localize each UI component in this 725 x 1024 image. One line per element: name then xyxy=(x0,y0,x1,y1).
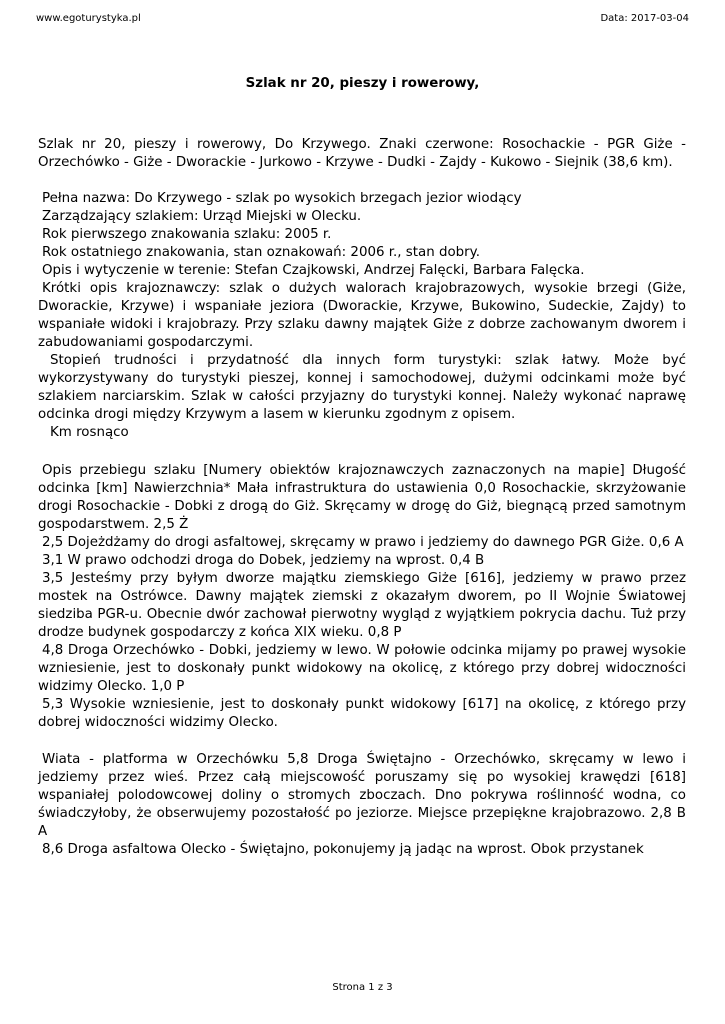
info-line: Rok ostatniego znakowania, stan oznakowań: 2006 r., stan dobry. xyxy=(42,245,480,260)
route-list xyxy=(38,462,686,732)
page-number: Strona 1 z 3 xyxy=(332,982,393,993)
route-entry: 2,5 Dojeżdżamy do drogi asfaltowej, skręcamy w prawo i jedziemy do dawnego PGR Giże. 0,6 A xyxy=(42,535,684,550)
route-entry: Opis przebiegu szlaku [Numery obiektów krajoznawczych zaznaczonych na mapie] Długość odcinka [km] Nawierzchnia* Mała infrastruktura do ustawienia 0,0 Rosochackie, skrzyżowanie drogi Rosochackie - Dobki z drogą do Giż. Skręcamy w drogę do Giż, biegnącą przed samotnym gospodarstwem. 2,5 Ż xyxy=(38,463,686,532)
route-list-continued xyxy=(38,751,686,859)
route-entry: 8,6 Droga asfaltowa Olecko - Świętajno, pokonujemy ją jadąc na wprost. Obok przystanek xyxy=(42,842,644,857)
info-line: Zarządzający szlakiem: Urząd Miejski w Olecku. xyxy=(42,209,362,224)
route-entry: Wiata - platforma w Orzechówku 5,8 Droga Świętajno - Orzechówko, skręcamy w lewo i jedziemy przez wieś. Przez całą miejscowość poruszamy się po wysokiej krawędzi [618] wspaniałej polodowcowej doliny o stromych zboczach. Dno pokrywa roślinność wodna, co świadczyłoby, że obserwujemy pozostałość po jeziorze. Miejsce przepiękne krajobrazowo. 2,8 B A xyxy=(38,752,686,839)
info-line: Rok pierwszego znakowania szlaku: 2005 r. xyxy=(42,227,332,242)
site-url: www.egoturystyka.pl xyxy=(36,13,141,24)
page-title: Szlak nr 20, pieszy i rowerowy, xyxy=(245,76,480,91)
km-heading: Km rosnąco xyxy=(50,425,129,440)
route-entry: 3,1 W prawo odchodzi droga do Dobek, jedziemy na wprost. 0,4 B xyxy=(42,553,485,568)
difficulty-paragraph: Stopień trudności i przydatność dla innych form turystyki: szlak łatwy. Może być wykorzystywany do turystyki pieszej, konnej i samochodowej, dużymi odcinkami może być szlakiem narciarskim. Szlak w całości przyjazny do turystyki konnej. Należy wykonać naprawę odcinka drogi między Krzywym a lasem w kierunku zgodnym z opisem. xyxy=(38,353,686,422)
document-date: Data: 2017-03-04 xyxy=(600,13,689,24)
route-entry: 3,5 Jesteśmy przy byłym dworze majątku ziemskiego Giże [616], jedziemy w prawo przez mostek na Ostrówce. Dawny majątek ziemski z okazałym dworem, po II Wojnie Światowej siedziba PGR-u. Obecnie dwór zachował pierwotny wygląd z wyjątkiem pokrycia dachu. Tuż przy drodze budynek gospodarczy z końca XIX wieku. 0,8 P xyxy=(38,571,686,640)
description-paragraph: Krótki opis krajoznawczy: szlak o dużych walorach krajobrazowych, wysokie brzegi (Giże, Dworackie, Krzywe) i wspaniałe jeziora (Dworackie, Krzywe, Bukowino, Sudeckie, Zajdy) to wspaniałe widoki i krajobrazy. Przy szlaku dawny majątek Giże z dobrze zachowanym dworem i zabudowaniami gospodarczymi. xyxy=(38,281,686,350)
trail-info-block xyxy=(38,190,686,280)
route-entry: 4,8 Droga Orzechówko - Dobki, jedziemy w lewo. W połowie odcinka mijamy po prawej wysokie wzniesienie, jest to doskonały punkt widokowy na okolicę, z którego przy dobrej widoczności widzimy Olecko. 1,0 P xyxy=(38,643,686,694)
intro-paragraph: Szlak nr 20, pieszy i rowerowy, Do Krzywego. Znaki czerwone: Rosochackie - PGR Giże - Orzechówko - Giże - Dworackie - Jurkowo - Krzywe - Dudki - Zajdy - Kukowo - Siejnik (38,6 km). xyxy=(38,137,686,170)
route-entry: 5,3 Wysokie wzniesienie, jest to doskonały punkt widokowy [617] na okolicę, z którego przy dobrej widoczności widzimy Olecko. xyxy=(38,697,686,730)
info-line: Opis i wytyczenie w terenie: Stefan Czajkowski, Andrzej Falęcki, Barbara Falęcka. xyxy=(42,263,585,278)
document-body xyxy=(38,136,686,859)
info-line: Pełna nazwa: Do Krzywego - szlak po wysokich brzegach jezior wiodący xyxy=(42,191,522,206)
